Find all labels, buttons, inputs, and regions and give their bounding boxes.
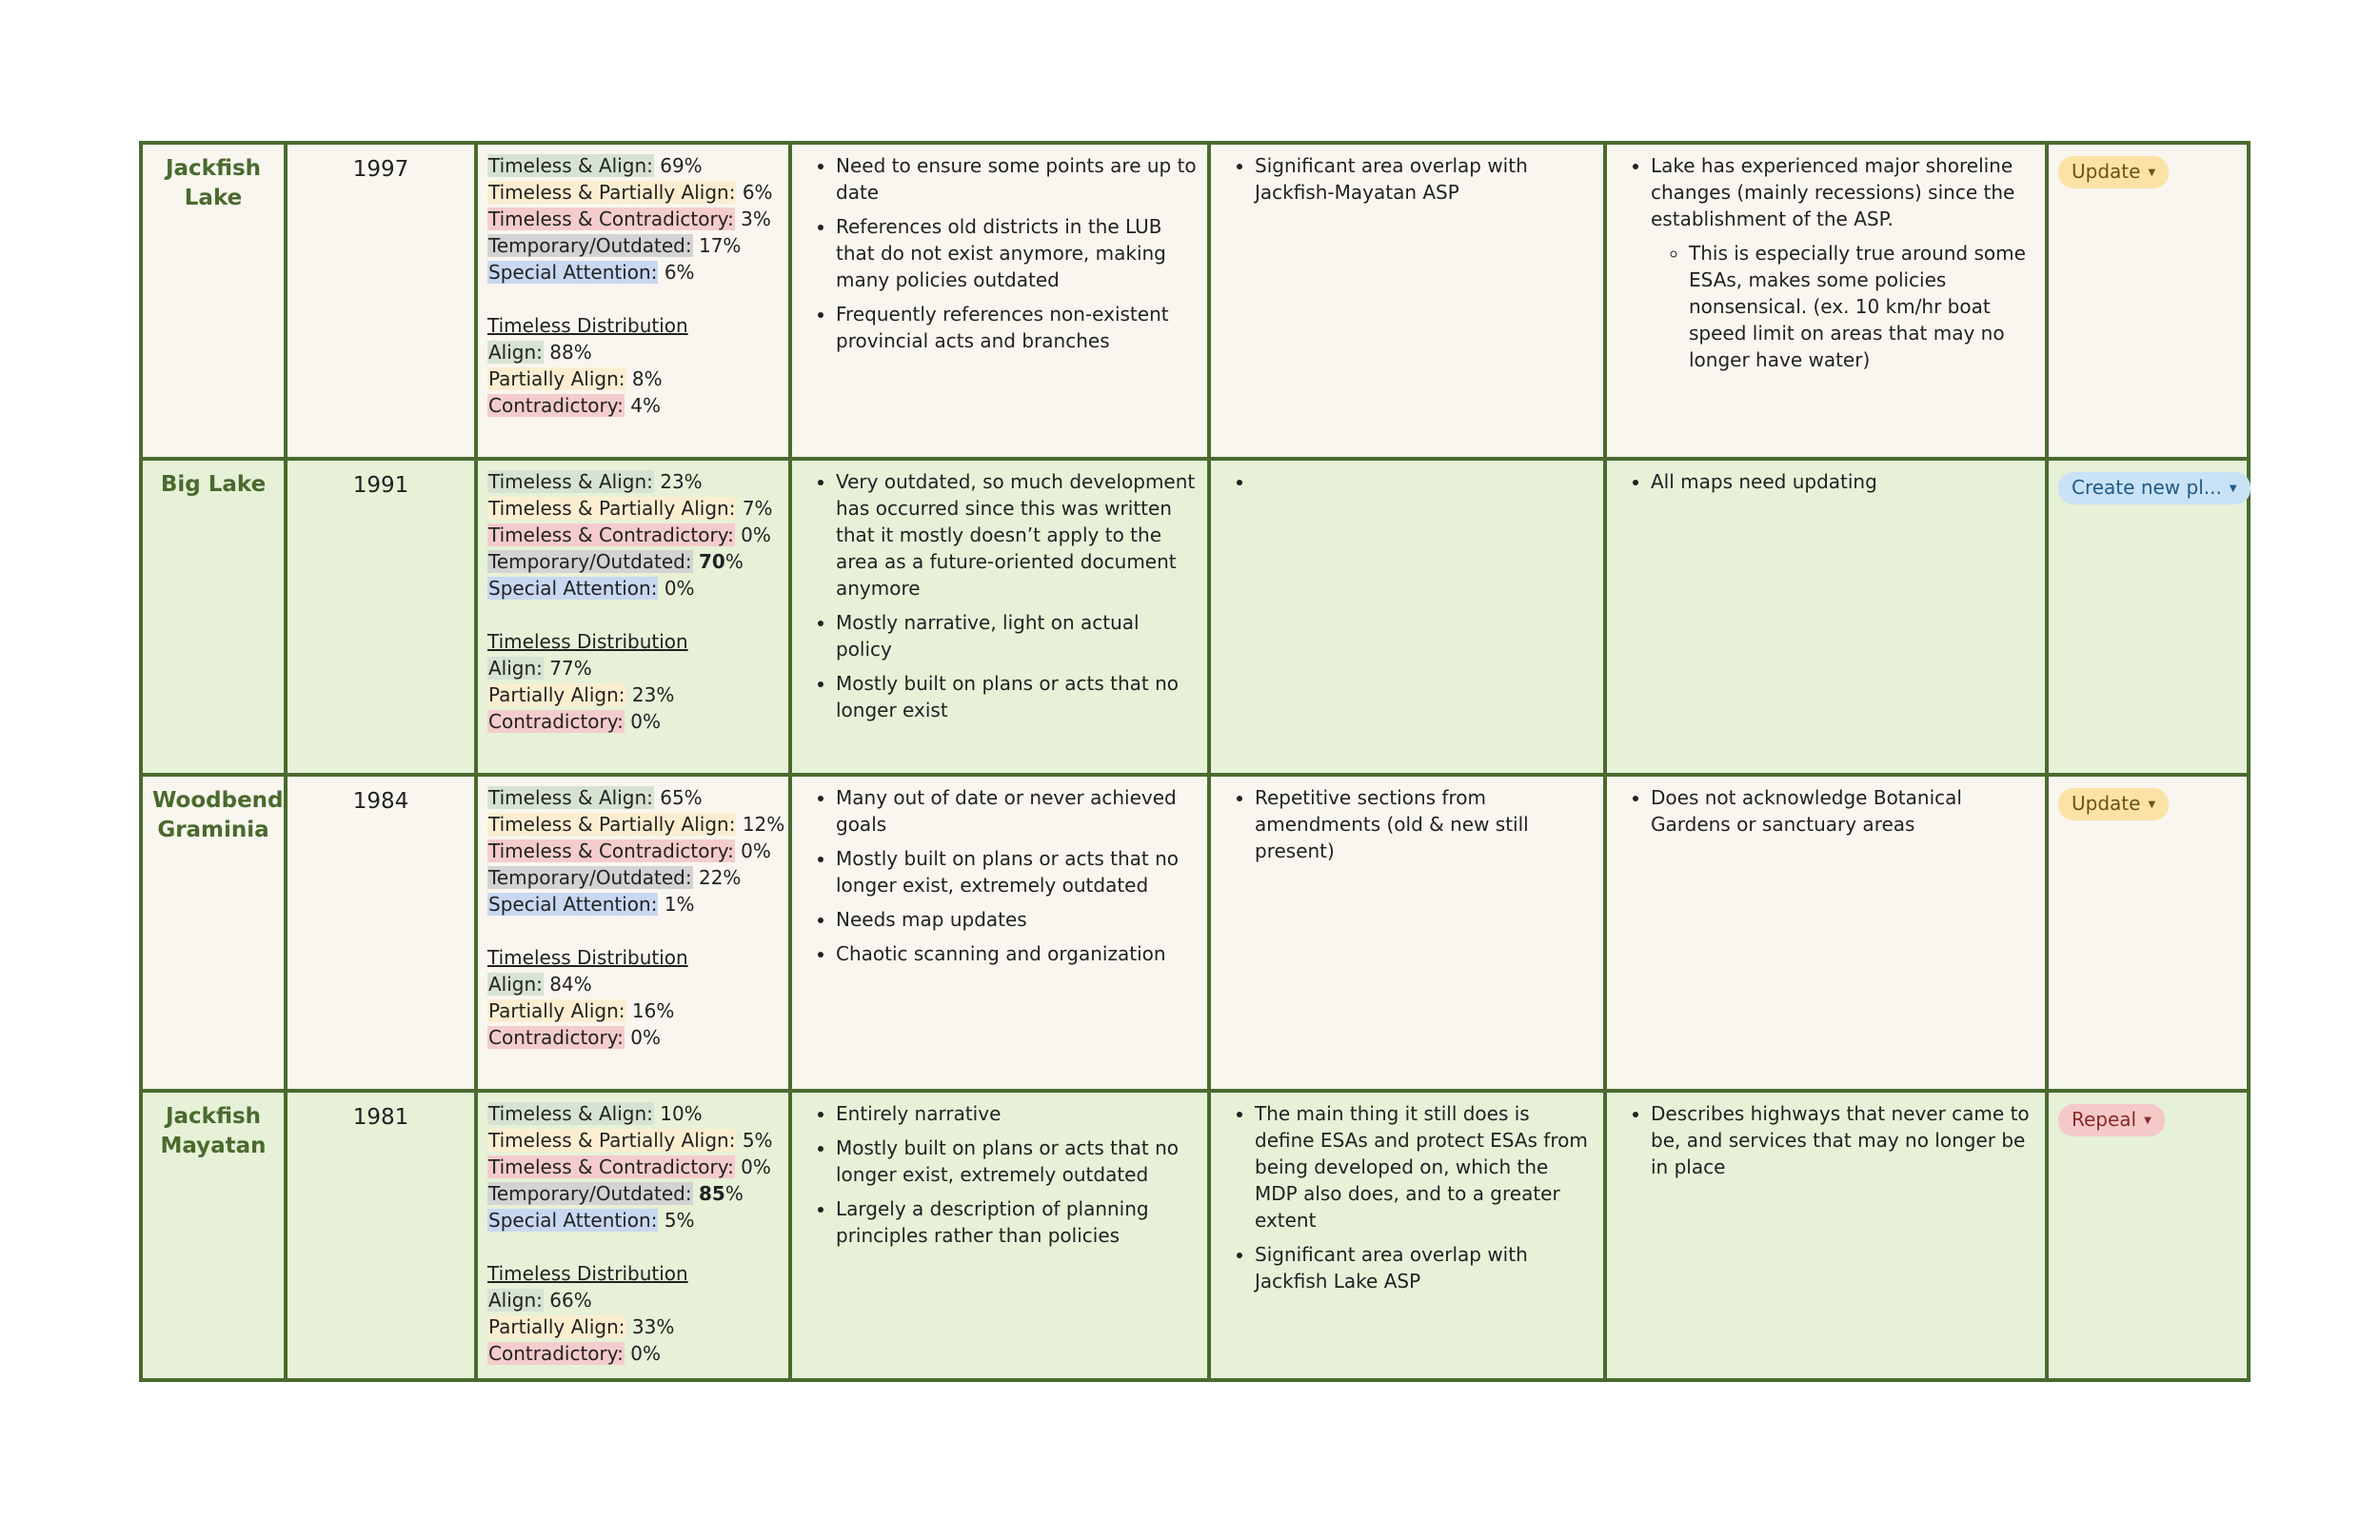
list-item: • Entirely narrative <box>836 1100 1198 1127</box>
list-item <box>1255 468 1594 495</box>
plan-name: Jackfish Lake <box>141 143 286 459</box>
list-item: • Significant area overlap with Jackfish Lake ASP <box>1255 1241 1594 1294</box>
list-item: • Mostly built on plans or acts that no longer exist <box>836 670 1198 723</box>
plan-year: 1991 <box>286 459 476 775</box>
list-item: • Largely a description of planning principles rather than policies <box>836 1195 1198 1249</box>
issues-cell <box>790 459 1209 775</box>
list-item: • Mostly built on plans or acts that no longer exist, extremely outdated <box>836 845 1198 898</box>
caret-down-icon: ▼ <box>2148 799 2156 810</box>
list-item: • Very outdated, so much development has occurred since this was written that it mostly doesn’t apply to the area as a future-oriented document anymore <box>836 468 1198 602</box>
list-item: • Mostly narrative, light on actual policy <box>836 609 1198 662</box>
list-item: • Does not acknowledge Botanical Gardens or sanctuary areas <box>1651 784 2035 838</box>
issues-cell <box>790 1091 1209 1380</box>
action-cell <box>2047 775 2249 1091</box>
stats-cell: Timeless & Align: 23% Timeless & Partially Align: 7% Timeless & Contradictory: 0% Temporary/Outdated: 70% Special Attention: 0% Timeless Distribution Align: 77% Partially Align: 23% Contradictory: 0% <box>476 459 790 775</box>
list-item: • Describes highways that never came to be, and services that may no longer be in place <box>1651 1100 2035 1180</box>
caret-down-icon: ▼ <box>2229 483 2237 494</box>
action-dropdown[interactable]: Update ▼ <box>2058 788 2169 820</box>
stats-cell: Timeless & Align: 69% Timeless & Partially Align: 6% Timeless & Contradictory: 3% Temporary/Outdated: 17% Special Attention: 6% Timeless Distribution Align: 88% Partially Align: 8% Contradictory: 4% <box>476 143 790 459</box>
table-row <box>141 1091 2249 1380</box>
overlaps-cell <box>1209 1091 1605 1380</box>
list-item: • Repetitive sections from amendments (old & new still present) <box>1255 784 1594 864</box>
list-item: • References old districts in the LUB that do not exist anymore, making many policies outdated <box>836 213 1198 293</box>
stats-cell: Timeless & Align: 10% Timeless & Partially Align: 5% Timeless & Contradictory: 0% Temporary/Outdated: 85% Special Attention: 5% Timeless Distribution Align: 66% Partially Align: 33% Contradictory: 0% <box>476 1091 790 1380</box>
plan-name: Woodbend Graminia <box>141 775 286 1091</box>
list-item: • Mostly built on plans or acts that no longer exist, extremely outdated <box>836 1135 1198 1188</box>
overlaps-cell <box>1209 775 1605 1091</box>
list-item: ◦ This is especially true around some ESAs, makes some policies nonsensical. (ex. 10 km/hr boat speed limit on areas that may no longer have water) <box>1689 240 2035 373</box>
asp-review-table <box>139 141 2251 1382</box>
list-item: • Frequently references non-existent provincial acts and branches <box>836 301 1198 354</box>
notes-cell <box>1605 459 2047 775</box>
issues-cell <box>790 143 1209 459</box>
notes-cell <box>1605 1091 2047 1380</box>
list-item: • Many out of date or never achieved goals <box>836 784 1198 838</box>
overlaps-cell <box>1209 459 1605 775</box>
stats-cell: Timeless & Align: 65% Timeless & Partially Align: 12% Timeless & Contradictory: 0% Temporary/Outdated: 22% Special Attention: 1% Timeless Distribution Align: 84% Partially Align: 16% Contradictory: 0% <box>476 775 790 1091</box>
issues-cell <box>790 775 1209 1091</box>
action-dropdown[interactable]: Create new pl... ▼ <box>2058 472 2251 504</box>
caret-down-icon: ▼ <box>2148 167 2156 178</box>
notes-cell <box>1605 775 2047 1091</box>
overlaps-cell <box>1209 143 1605 459</box>
action-cell <box>2047 143 2249 459</box>
list-item: • Need to ensure some points are up to date <box>836 152 1198 206</box>
action-dropdown[interactable]: Repeal ▼ <box>2058 1104 2165 1136</box>
notes-cell <box>1605 143 2047 459</box>
action-cell <box>2047 459 2249 775</box>
plan-year: 1981 <box>286 1091 476 1380</box>
plan-name: Jackfish Mayatan <box>141 1091 286 1380</box>
caret-down-icon: ▼ <box>2144 1115 2152 1126</box>
list-item: • Chaotic scanning and organization <box>836 940 1198 967</box>
table-row <box>141 459 2249 775</box>
list-item: • Needs map updates <box>836 906 1198 933</box>
plan-year: 1984 <box>286 775 476 1091</box>
action-cell <box>2047 1091 2249 1380</box>
plan-name: Big Lake <box>141 459 286 775</box>
list-item: • Significant area overlap with Jackfish-Mayatan ASP <box>1255 152 1594 206</box>
list-item: • Lake has experienced major shoreline changes (mainly recessions) since the establishment of the ASP. <box>1651 152 2035 232</box>
list-item: • The main thing it still does is define ESAs and protect ESAs from being developed on, which the MDP also does, and to a greater extent <box>1255 1100 1594 1234</box>
table-row <box>141 775 2249 1091</box>
table-row <box>141 143 2249 459</box>
action-dropdown[interactable]: Update ▼ <box>2058 156 2169 188</box>
list-item: • All maps need updating <box>1651 468 2035 495</box>
plan-year: 1997 <box>286 143 476 459</box>
